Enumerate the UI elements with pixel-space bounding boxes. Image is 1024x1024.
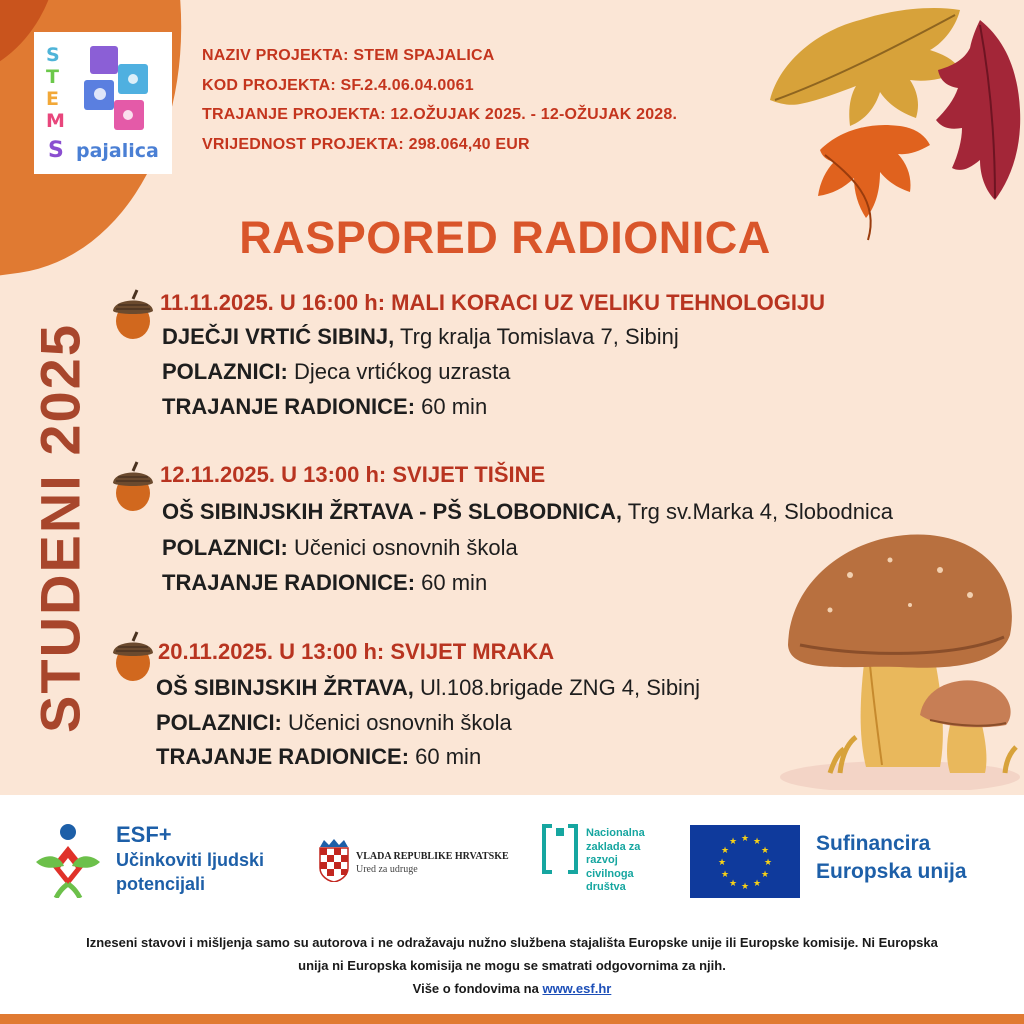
project-code: KOD PROJEKTA: SF.2.4.06.04.0061 <box>202 77 474 94</box>
puzzle-blocks-icon <box>78 42 162 138</box>
logo-letter-big-s: S <box>48 138 64 163</box>
logo-word: pajalica <box>76 140 159 162</box>
svg-text:★: ★ <box>752 879 762 889</box>
page-title: RASPORED RADIONICA <box>239 212 771 263</box>
event-3-venue-address: Ul.108.brigade ZNG 4, Sibinj <box>413 675 701 700</box>
logo-letter-s: S <box>46 44 60 66</box>
acorn-icon <box>108 629 158 683</box>
svg-text:★: ★ <box>720 870 730 880</box>
event-2-duration-value: 60 min <box>415 570 488 595</box>
project-value: VRIJEDNOST PROJEKTA: 298.064,40 EUR <box>202 136 530 153</box>
event-2-participants-label: POLAZNICI: <box>162 535 288 560</box>
acorn-icon <box>108 459 158 513</box>
esf-link[interactable]: www.esf.hr <box>542 981 612 996</box>
more-info-prefix: Više o fondovima na <box>412 981 543 996</box>
acorn-icon <box>108 287 158 341</box>
vlada-line-2: Ured za udruge <box>356 864 418 875</box>
event-2-heading: 12.11.2025. U 13:00 h: SVIJET TIŠINE <box>160 462 546 487</box>
svg-text:★: ★ <box>728 837 738 847</box>
event-3-participants-value: Učenici osnovnih škola <box>281 710 512 735</box>
zaklada-logo-icon <box>540 822 580 876</box>
event-2-venue <box>162 499 893 525</box>
svg-text:★: ★ <box>760 846 770 856</box>
event-2-duration-label: TRAJANJE RADIONICE: <box>162 570 416 595</box>
zaklada-text <box>586 827 645 895</box>
footer-strip <box>0 1014 1024 1024</box>
vlada-line-1: VLADA REPUBLIKE HRVATSKE <box>356 851 509 862</box>
event-1-venue-name: DJEČJI VRTIĆ SIBINJ, <box>162 324 395 349</box>
svg-text:★: ★ <box>763 858 773 868</box>
zaklada-line: zaklada za <box>586 840 641 853</box>
event-3-duration-value: 60 min <box>409 744 482 769</box>
stem-spajalica-logo <box>34 32 172 174</box>
svg-text:★: ★ <box>740 882 750 892</box>
svg-text:★: ★ <box>740 834 750 844</box>
svg-text:★: ★ <box>720 846 730 856</box>
zaklada-line: razvoj <box>586 854 618 866</box>
event-2-venue-address: Trg sv.Marka 4, Slobodnica <box>622 499 894 524</box>
disclaimer-line-2: unija ni Europska komisija ne mogu se smatrati odgovornima za njih. <box>298 958 726 973</box>
event-1-participants <box>162 359 510 385</box>
esf-line-1: Učinkoviti ljudski <box>116 850 265 870</box>
event-1-duration-label: TRAJANJE RADIONICE: <box>162 394 416 419</box>
event-3-heading: 20.11.2025. U 13:00 h: SVIJET MRAKA <box>158 639 555 664</box>
event-3-duration-label: TRAJANJE RADIONICE: <box>156 744 410 769</box>
event-1-duration <box>162 394 487 420</box>
event-3-venue-name: OŠ SIBINJSKIH ŽRTAVA, <box>156 675 414 700</box>
zaklada-line: civilnoga <box>586 867 634 880</box>
event-2-duration <box>162 570 487 596</box>
event-2-participants <box>162 535 518 561</box>
event-1-participants-label: POLAZNICI: <box>162 359 288 384</box>
event-3-venue <box>156 675 700 701</box>
event-1-venue <box>162 324 679 350</box>
svg-text:★: ★ <box>717 858 727 868</box>
eu-line-2: Europska unija <box>816 860 967 883</box>
esf-line-2: potencijali <box>116 874 206 894</box>
eu-line-1: Sufinancira <box>816 832 931 855</box>
event-1-participants-value: Djeca vrtićkog uzrasta <box>287 359 511 384</box>
logo-letter-t: T <box>46 66 59 88</box>
svg-text:★: ★ <box>728 879 738 889</box>
more-info-line <box>0 981 1024 996</box>
project-name: NAZIV PROJEKTA: STEM SPAJALICA <box>202 47 495 64</box>
zaklada-line: Nacionalna <box>586 827 645 839</box>
croatian-coat-of-arms-icon <box>318 838 350 882</box>
month-label: STUDENI 2025 <box>28 323 92 733</box>
event-2-participants-value: Učenici osnovnih škola <box>287 535 518 560</box>
logo-letter-e: E <box>46 88 59 110</box>
event-3-participants <box>156 710 512 736</box>
logo-letter-m: M <box>46 110 65 132</box>
svg-text:★: ★ <box>752 837 762 847</box>
eu-flag-icon <box>690 825 800 898</box>
disclaimer-line-1: Izneseni stavovi i mišljenja samo su autorova i ne odražavaju nužno službena stajališta Europske unije ili Europske komisije. Ni Europska <box>86 935 938 950</box>
zaklada-line: društva <box>586 881 626 893</box>
event-1-venue-address: Trg kralja Tomislava 7, Sibinj <box>394 324 679 349</box>
event-3-participants-label: POLAZNICI: <box>156 710 282 735</box>
event-1-heading: 11.11.2025. U 16:00 h: MALI KORACI UZ VELIKU TEHNOLOGIJU <box>160 290 826 315</box>
eu-stars-icon <box>690 825 800 898</box>
project-duration: TRAJANJE PROJEKTA: 12.OŽUJAK 2025. - 12-OŽUJAK 2028. <box>202 106 678 123</box>
svg-text:★: ★ <box>760 870 770 880</box>
esf-title: ESF+ <box>116 822 172 847</box>
event-2-venue-name: OŠ SIBINJSKIH ŽRTAVA - PŠ SLOBODNICA, <box>162 499 622 524</box>
esf-logo-icon <box>34 822 102 898</box>
mushroom-icon <box>770 515 1024 790</box>
event-3-duration <box>156 744 481 770</box>
event-1-duration-value: 60 min <box>415 394 488 419</box>
